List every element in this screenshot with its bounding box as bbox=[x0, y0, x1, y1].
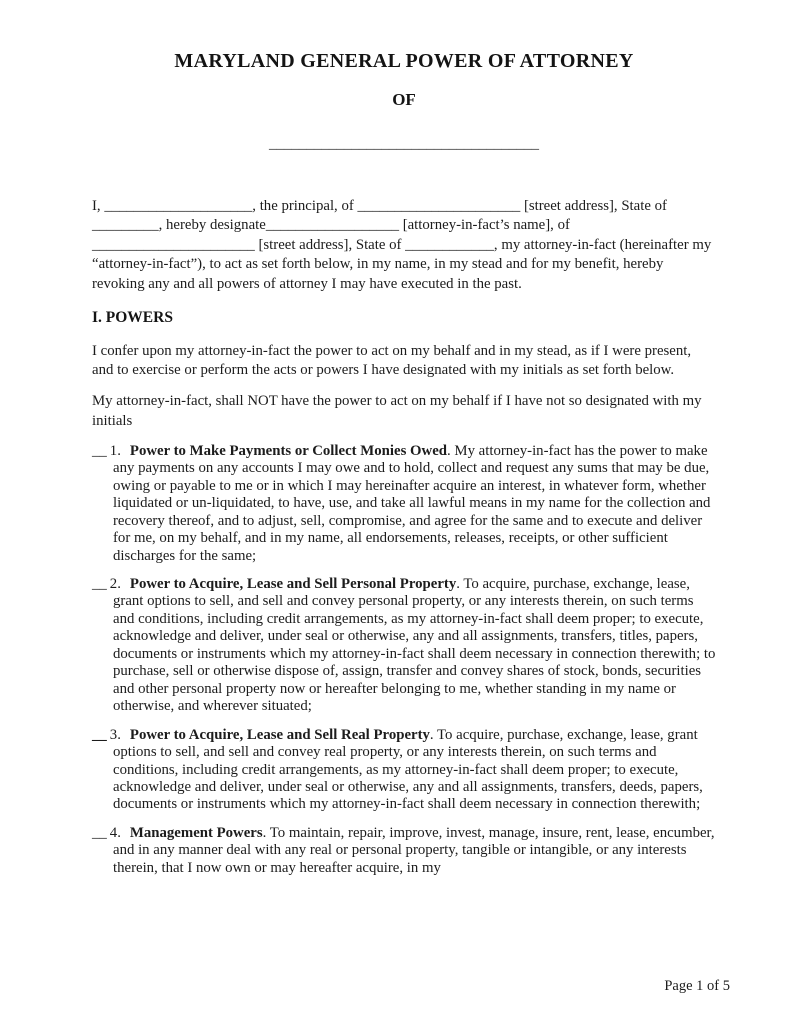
powers-description-paragraph: I confer upon my attorney-in-fact the power to act on my behalf and in my stead, as if I were present, and to exercise or perform the acts or powers I have designated with my initials as set forth below. bbox=[92, 342, 692, 379]
powers-limitation-paragraph: My attorney-in-fact, shall NOT have the power to act on my behalf if I have not so designated with my initials bbox=[92, 393, 702, 429]
initials-blank-2: __ bbox=[92, 575, 107, 592]
intro-paragraph: I, ____________________, the principal, of ______________________ [street address], State of _________, hereby designate__________________ [attorney-in-fact’s name], of ______________________ [street address], State of ____________, my attorney-in-fact (hereinafter my “attorney-in-fact”), to act as set forth below, in my name, in my stead and for my benefit, hereby revoking any and all powers of attorney I may have executed in the past. bbox=[92, 198, 712, 292]
principal-name-blank-line: ____________________________________ bbox=[269, 136, 539, 152]
document-title-of: OF bbox=[392, 90, 416, 109]
item-number-4: 4. bbox=[109, 824, 121, 841]
item-title-1: Power to Make Payments or Collect Monies Owed bbox=[129, 442, 448, 459]
initials-blank-4: __ bbox=[92, 824, 107, 841]
item-body-4: . To maintain, repair, improve, invest, manage, insure, rent, lease, encumber, and in any manner deal with any real or personal property, tangible or intangible, or any interests therein, that I now own or may hereafter acquire, in my bbox=[113, 824, 715, 876]
powers-list bbox=[92, 443, 716, 877]
item-number-2: 2. bbox=[109, 575, 121, 592]
item-body-1: . My attorney-in-fact has the power to make any payments on any accounts I may owe and to hold, collect and request any sums that may be due, owing or payable to me or in which I may hereinafter acquire an interest, in whatever form, whether liquidated or un-liquidated, to have, use, and take all lawful means in my name for the collection and recovery thereof, and to adjust, sell, compromise, and agree for the same and to execute and deliver for me, on my behalf, and in my name, all endorsements, releases, receipts, or other sufficient discharges for the same; bbox=[113, 442, 711, 564]
page-number-label: Page 1 of 5 bbox=[664, 978, 730, 994]
item-body-2: . To acquire, purchase, exchange, lease, grant options to sell, and sell and convey personal property, or any interests therein, on such terms and conditions, including credit arrangements, as my attorney-in-fact shall deem proper; to execute, acknowledge and deliver, under seal or otherwise, any and all assignments, transfers, titles, papers, documents or instruments which my attorney-in-fact shall deem necessary in connection therewith; to purchase, sell or otherwise dispose of, assign, transfer and convey shares of stock, bonds, securities and other personal property now or hereafter belonging to me, whether standing in my name or otherwise, and wherever situated; bbox=[113, 575, 716, 715]
power-item-1 bbox=[92, 443, 716, 565]
item-body-3: . To acquire, purchase, exchange, lease, grant options to sell, and sell and convey real property, or any interests therein, on such terms and conditions, including credit arrangements, as my attorney-in-fact shall deem proper; to execute, acknowledge and deliver, under seal or otherwise, any and all assignments, transfers, deeds, papers, documents or instruments which my attorney-in-fact shall deem necessary in connection therewith; bbox=[113, 726, 703, 813]
item-number-3: 3. bbox=[109, 726, 121, 743]
document-title: MARYLAND GENERAL POWER OF ATTORNEY bbox=[174, 50, 634, 72]
power-item-2 bbox=[92, 576, 716, 716]
item-title-4: Management Powers bbox=[129, 824, 263, 841]
initials-blank-1: __ bbox=[92, 442, 107, 459]
initials-blank-3: __ bbox=[92, 726, 107, 743]
item-title-3: Power to Acquire, Lease and Sell Real Property bbox=[129, 726, 430, 743]
power-item-3 bbox=[92, 727, 716, 814]
item-number-1: 1. bbox=[109, 442, 121, 459]
item-title-2: Power to Acquire, Lease and Sell Personal Property bbox=[129, 575, 457, 592]
section-heading-powers: I. POWERS bbox=[92, 308, 173, 326]
power-item-4 bbox=[92, 825, 716, 877]
